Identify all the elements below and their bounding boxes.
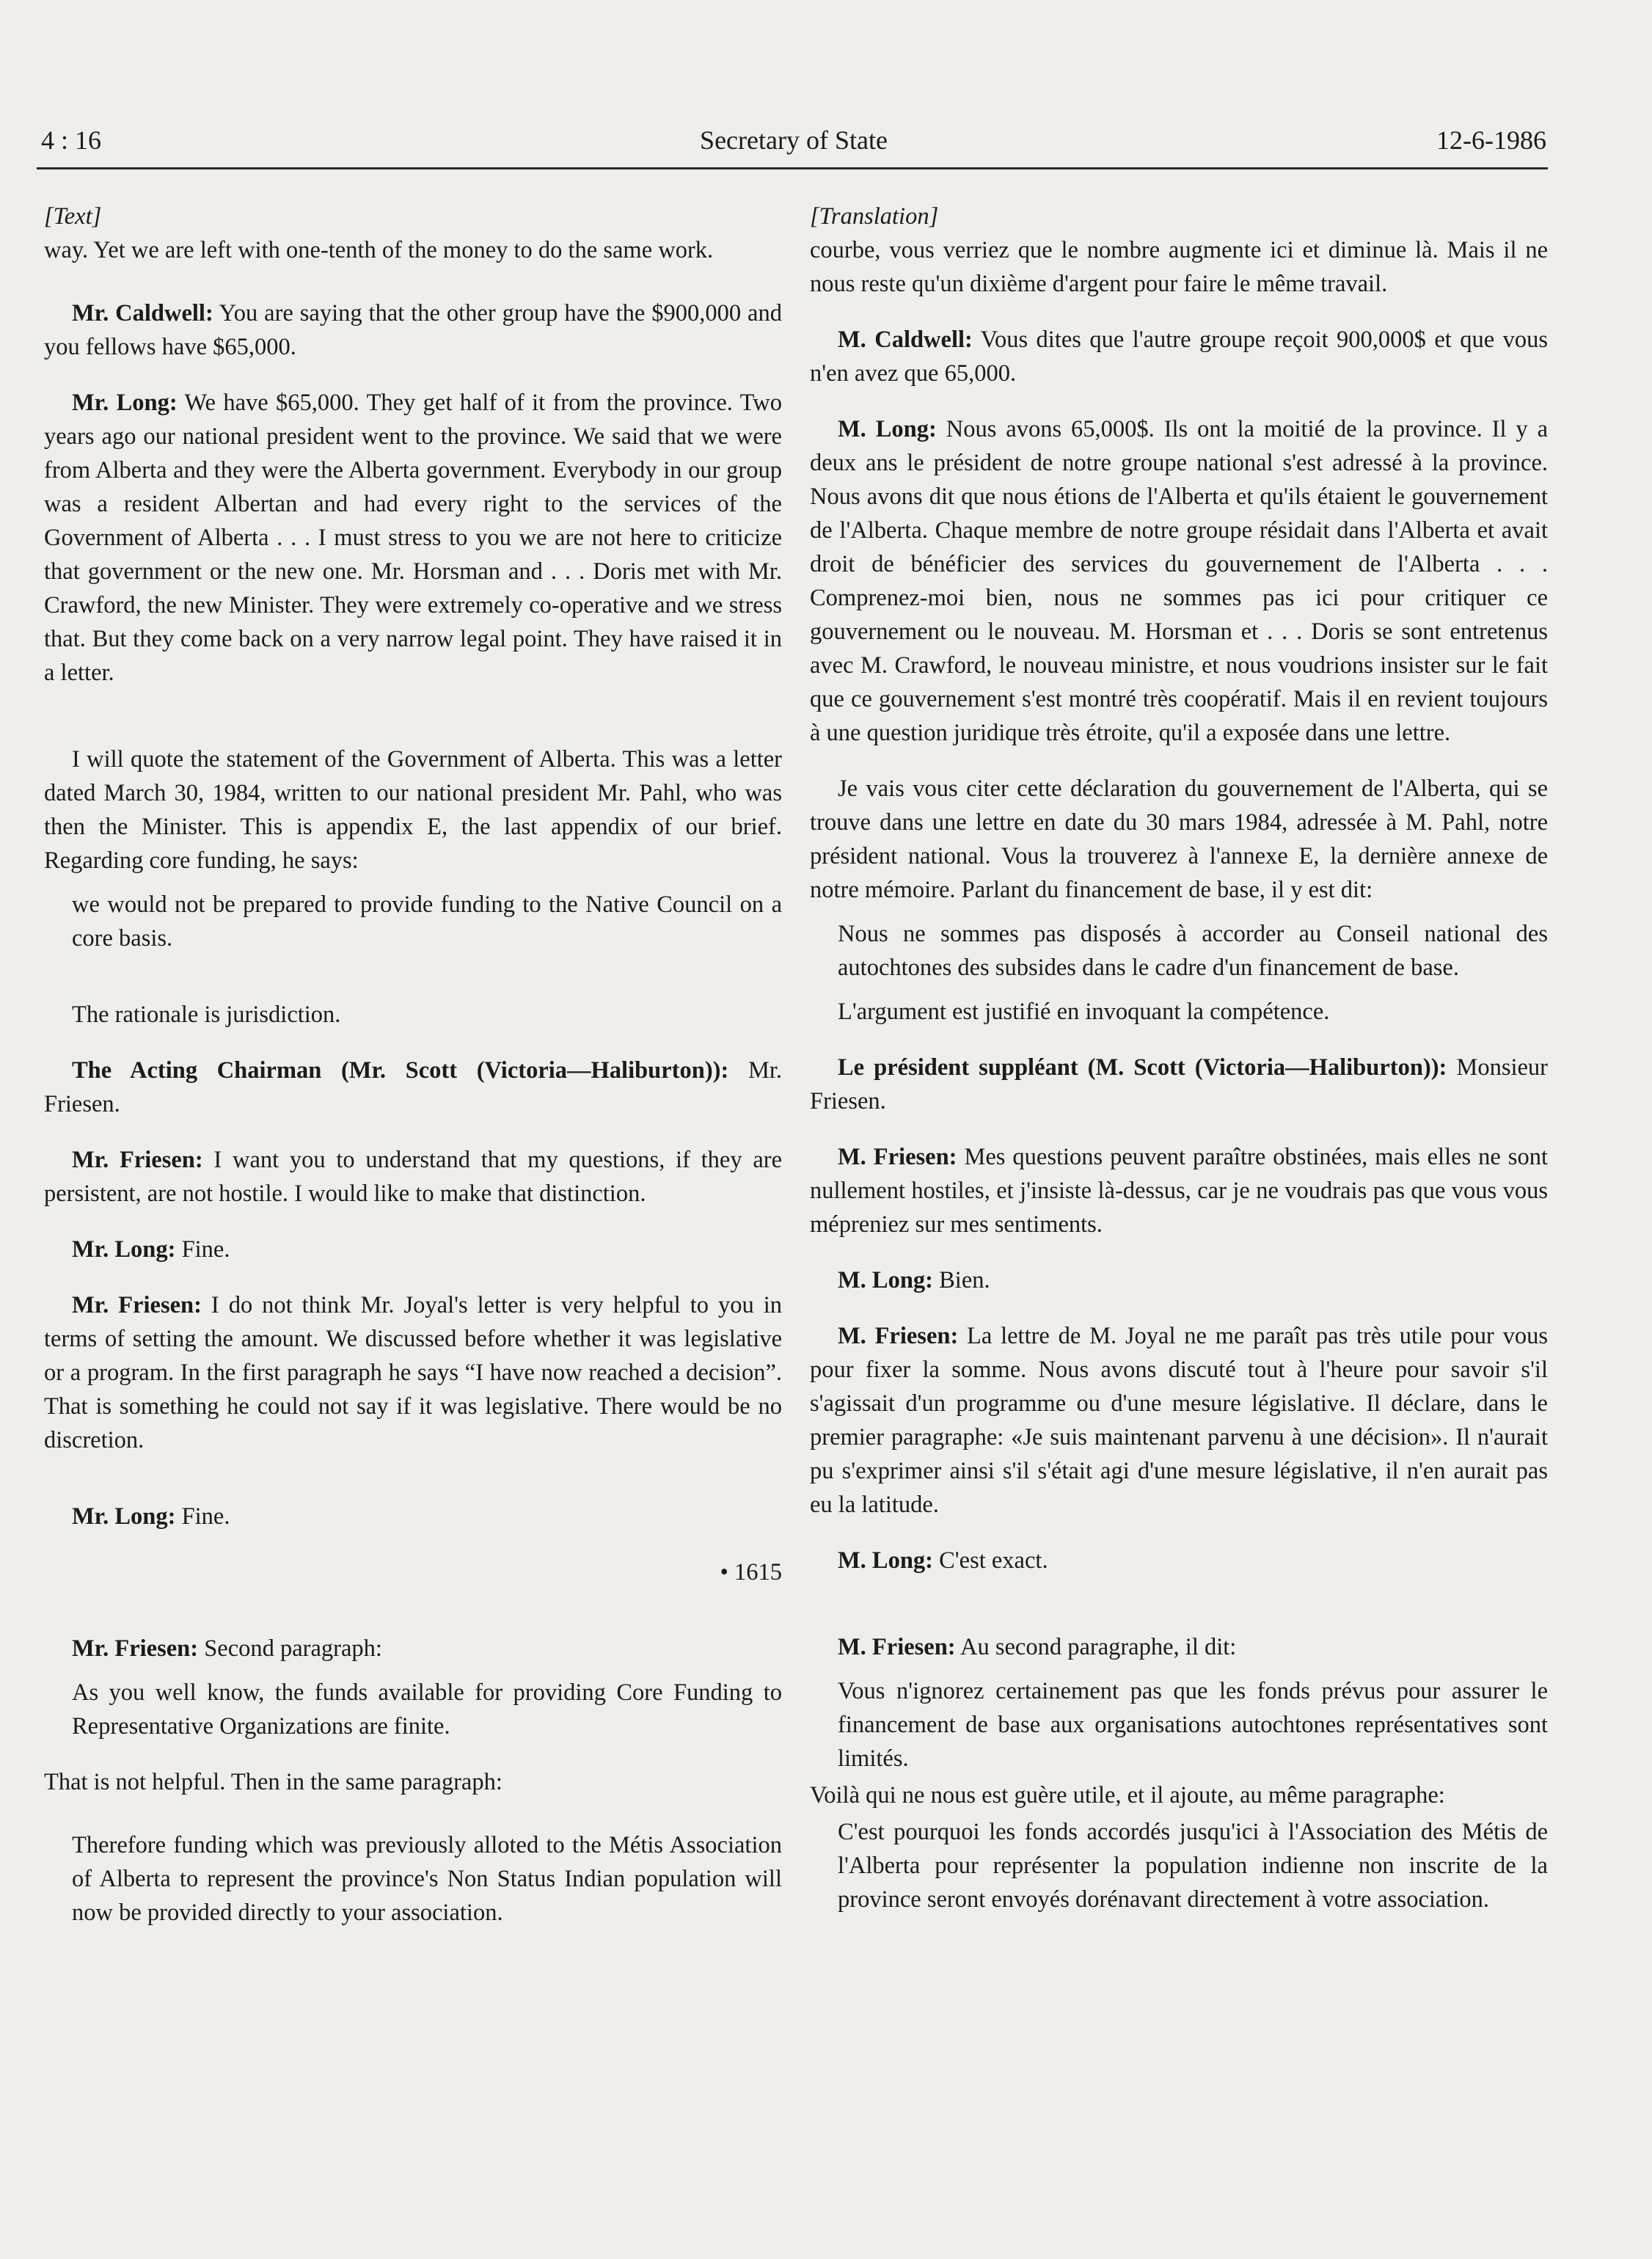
paragraph: way. Yet we are left with one-tenth of the money to do the same work.	[44, 237, 714, 263]
speech-paragraph	[810, 1263, 1548, 1297]
speech-text: Monsieur Friesen.	[810, 1054, 1548, 1114]
speaker-name: Mr. Long:	[72, 390, 178, 416]
speech-text: Vous dites que l'autre groupe reçoit 900,000$ et que vous n'en avez que 65,000.	[810, 326, 1549, 387]
speaker-name: Mr. Friesen:	[72, 1147, 203, 1173]
quotation: L'argument est justifié en invoquant la compétence.	[838, 999, 1330, 1025]
speaker-name: M. Long:	[838, 416, 937, 442]
speaker-name: The Acting Chairman (Mr. Scott (Victoria—Haliburton)):	[72, 1057, 729, 1084]
quotation: Nous ne sommes pas disposés à accorder au Conseil national des autochtones des subsides dans le cadre d'un financement de base.	[838, 921, 1548, 981]
quotation: The rationale is jurisdiction.	[72, 1001, 341, 1028]
speech-paragraph	[44, 1054, 782, 1121]
paragraph: That is not helpful. Then in the same paragraph:	[44, 1769, 502, 1795]
speech-paragraph	[810, 1630, 1548, 1664]
speaker-name: Mr. Long:	[72, 1503, 176, 1530]
speech-paragraph	[44, 1233, 782, 1266]
header-date: 12-6-1986	[1436, 125, 1546, 155]
paragraph: courbe, vous verriez que le nombre augmente ici et diminue là. Mais il ne nous reste qu'un dixième d'argent pour faire le même travail.	[810, 237, 1548, 297]
speech-text: Fine.	[175, 1503, 230, 1530]
page-number: 4 : 16	[41, 125, 102, 155]
speaker-name: Mr. Long:	[72, 1236, 176, 1263]
speech-text: Fine.	[175, 1236, 230, 1263]
quotation: we would not be prepared to provide funding to the Native Council on a core basis.	[72, 891, 782, 952]
quotation: Vous n'ignorez certainement pas que les fonds prévus pour assurer le financement de base aux organisations autochtones représentatives sont limités.	[838, 1678, 1548, 1772]
speech-text: C'est exact.	[933, 1547, 1048, 1574]
running-header	[41, 117, 1546, 160]
speaker-name: Mr. Caldwell:	[72, 300, 213, 326]
speech-text: Mr. Friesen.	[44, 1057, 782, 1117]
speech-paragraph	[44, 296, 782, 364]
speech-paragraph	[810, 1140, 1548, 1241]
speech-text: I want you to understand that my questions, if they are persistent, are not hostile. I would like to make that distinction.	[44, 1147, 782, 1207]
speech-text: Mes questions peuvent paraître obstinées, mais elles ne sont nullement hostiles, et j'insiste là-dessus, car je ne voudrais pas que vous vous mépreniez sur mes sentiments.	[810, 1144, 1548, 1238]
quotation: As you well know, the funds available for providing Core Funding to Representative Organizations are finite.	[72, 1679, 782, 1740]
speaker-name: M. Long:	[838, 1547, 933, 1574]
speech-text: Bien.	[933, 1267, 990, 1293]
speech-paragraph	[44, 1632, 782, 1665]
quotation: Therefore funding which was previously alloted to the Métis Association of Alberta to represent the province's Non Status Indian population will now be provided directly to your association.	[72, 1832, 782, 1926]
speaker-name: M. Friesen:	[838, 1323, 959, 1349]
speaker-name: M. Long:	[838, 1267, 933, 1293]
speech-text: I do not think Mr. Joyal's letter is very helpful to you in terms of setting the amount. We discussed before whether it was legislative or a program. In the first paragraph he says “I have now reached a decision”. That is something he could not say if it was legislative. There would be no discretion.	[44, 1292, 782, 1453]
speech-paragraph	[44, 386, 782, 690]
speech-text: Au second paragraphe, il dit:	[955, 1634, 1237, 1660]
speaker-name: M. Friesen:	[838, 1634, 956, 1660]
speech-paragraph	[44, 1143, 782, 1211]
speech-paragraph	[810, 323, 1548, 390]
speech-paragraph	[44, 1288, 782, 1457]
speech-text: You are saying that the other group have the $900,000 and you fellows have $65,000.	[44, 300, 782, 360]
speech-text: La lettre de M. Joyal ne me paraît pas très utile pour vous pour fixer la somme. Nous avons discuté tout à l'heure pour savoir s'il s'agissait d'un programme ou d'une mesure législative. Il déclare, dans le premier paragraphe: «Je suis maintenant parvenu à une décision». Il n'aurait pu s'exprimer ainsi s'il s'était agi d'une mesure législative, il n'en aurait pas eu la latitude.	[810, 1323, 1548, 1518]
paragraph: I will quote the statement of the Government of Alberta. This was a letter dated March 30, 1984, written to our national president Mr. Pahl, who was then the Minister. This is appendix E, the last appendix of our brief. Regarding core funding, he says:	[44, 746, 782, 874]
speaker-name: Le président suppléant (M. Scott (Victoria—Haliburton)):	[838, 1054, 1447, 1081]
speech-paragraph	[810, 1319, 1548, 1522]
speech-text: Nous avons 65,000$. Ils ont la moitié de la province. Il y a deux ans le président de notre groupe national s'est adressé à la province. Nous avons dit que nous étions de l'Alberta et qu'ils étaient le gouvernement de l'Alberta. Chaque membre de notre groupe résidait dans l'Alberta et avait droit de bénéficier des services du gouvernement de l'Alberta . . . Comprenez-moi bien, nous ne sommes pas ici pour critiquer ce gouvernement ou le nouveau. M. Horsman et . . . Doris se sont entretenus avec M. Crawford, le nouveau ministre, et nous voudrions insister sur le fait que ce gouvernement s'est montré très coopératif. Mais il en revient toujours à une question juridique très étroite, qu'il a exposée dans une lettre.	[810, 416, 1549, 746]
speaker-name: Mr. Friesen:	[72, 1292, 202, 1318]
header-rule	[37, 167, 1548, 169]
english-column	[44, 200, 782, 1930]
speech-text: Second paragraph:	[198, 1635, 382, 1662]
french-column	[810, 200, 1548, 1916]
text-language-tag: [Text]	[44, 203, 102, 230]
speech-paragraph	[810, 1051, 1548, 1118]
speech-text: We have $65,000. They get half of it from the province. Two years ago our national president went to the province. We said that we were from Alberta and they were the Alberta government. Everybody in our group was a resident Albertan and had every right to the services of the Government of Alberta . . . I must stress to you we are not here to criticize that government or the new one. Mr. Horsman and . . . Doris met with Mr. Crawford, the new Minister. They were extremely co-operative and we stress that. But they come back on a very narrow legal point. They have raised it in a letter.	[44, 390, 782, 686]
speech-paragraph	[44, 1500, 782, 1533]
speaker-name: M. Friesen:	[838, 1144, 957, 1170]
paragraph: Je vais vous citer cette déclaration du gouvernement de l'Alberta, qui se trouve dans une lettre en date du 30 mars 1984, adressée à M. Pahl, notre président national. Vous la trouverez à l'annexe E, la dernière annexe de notre mémoire. Parlant du financement de base, il y est dit:	[810, 775, 1548, 903]
quotation: C'est pourquoi les fonds accordés jusqu'ici à l'Association des Métis de l'Alberta pour représenter la population indienne non inscrite de la province seront envoyés dorénavant directement à votre association.	[838, 1819, 1548, 1913]
time-stamp: • 1615	[720, 1559, 782, 1585]
paragraph: Voilà qui ne nous est guère utile, et il ajoute, au même paragraphe:	[810, 1782, 1445, 1809]
speech-paragraph	[810, 1544, 1548, 1577]
speech-paragraph	[810, 412, 1548, 750]
translation-language-tag: [Translation]	[810, 203, 939, 230]
speaker-name: Mr. Friesen:	[72, 1635, 199, 1662]
speaker-name: M. Caldwell:	[838, 326, 973, 353]
header-title: Secretary of State	[700, 125, 888, 155]
